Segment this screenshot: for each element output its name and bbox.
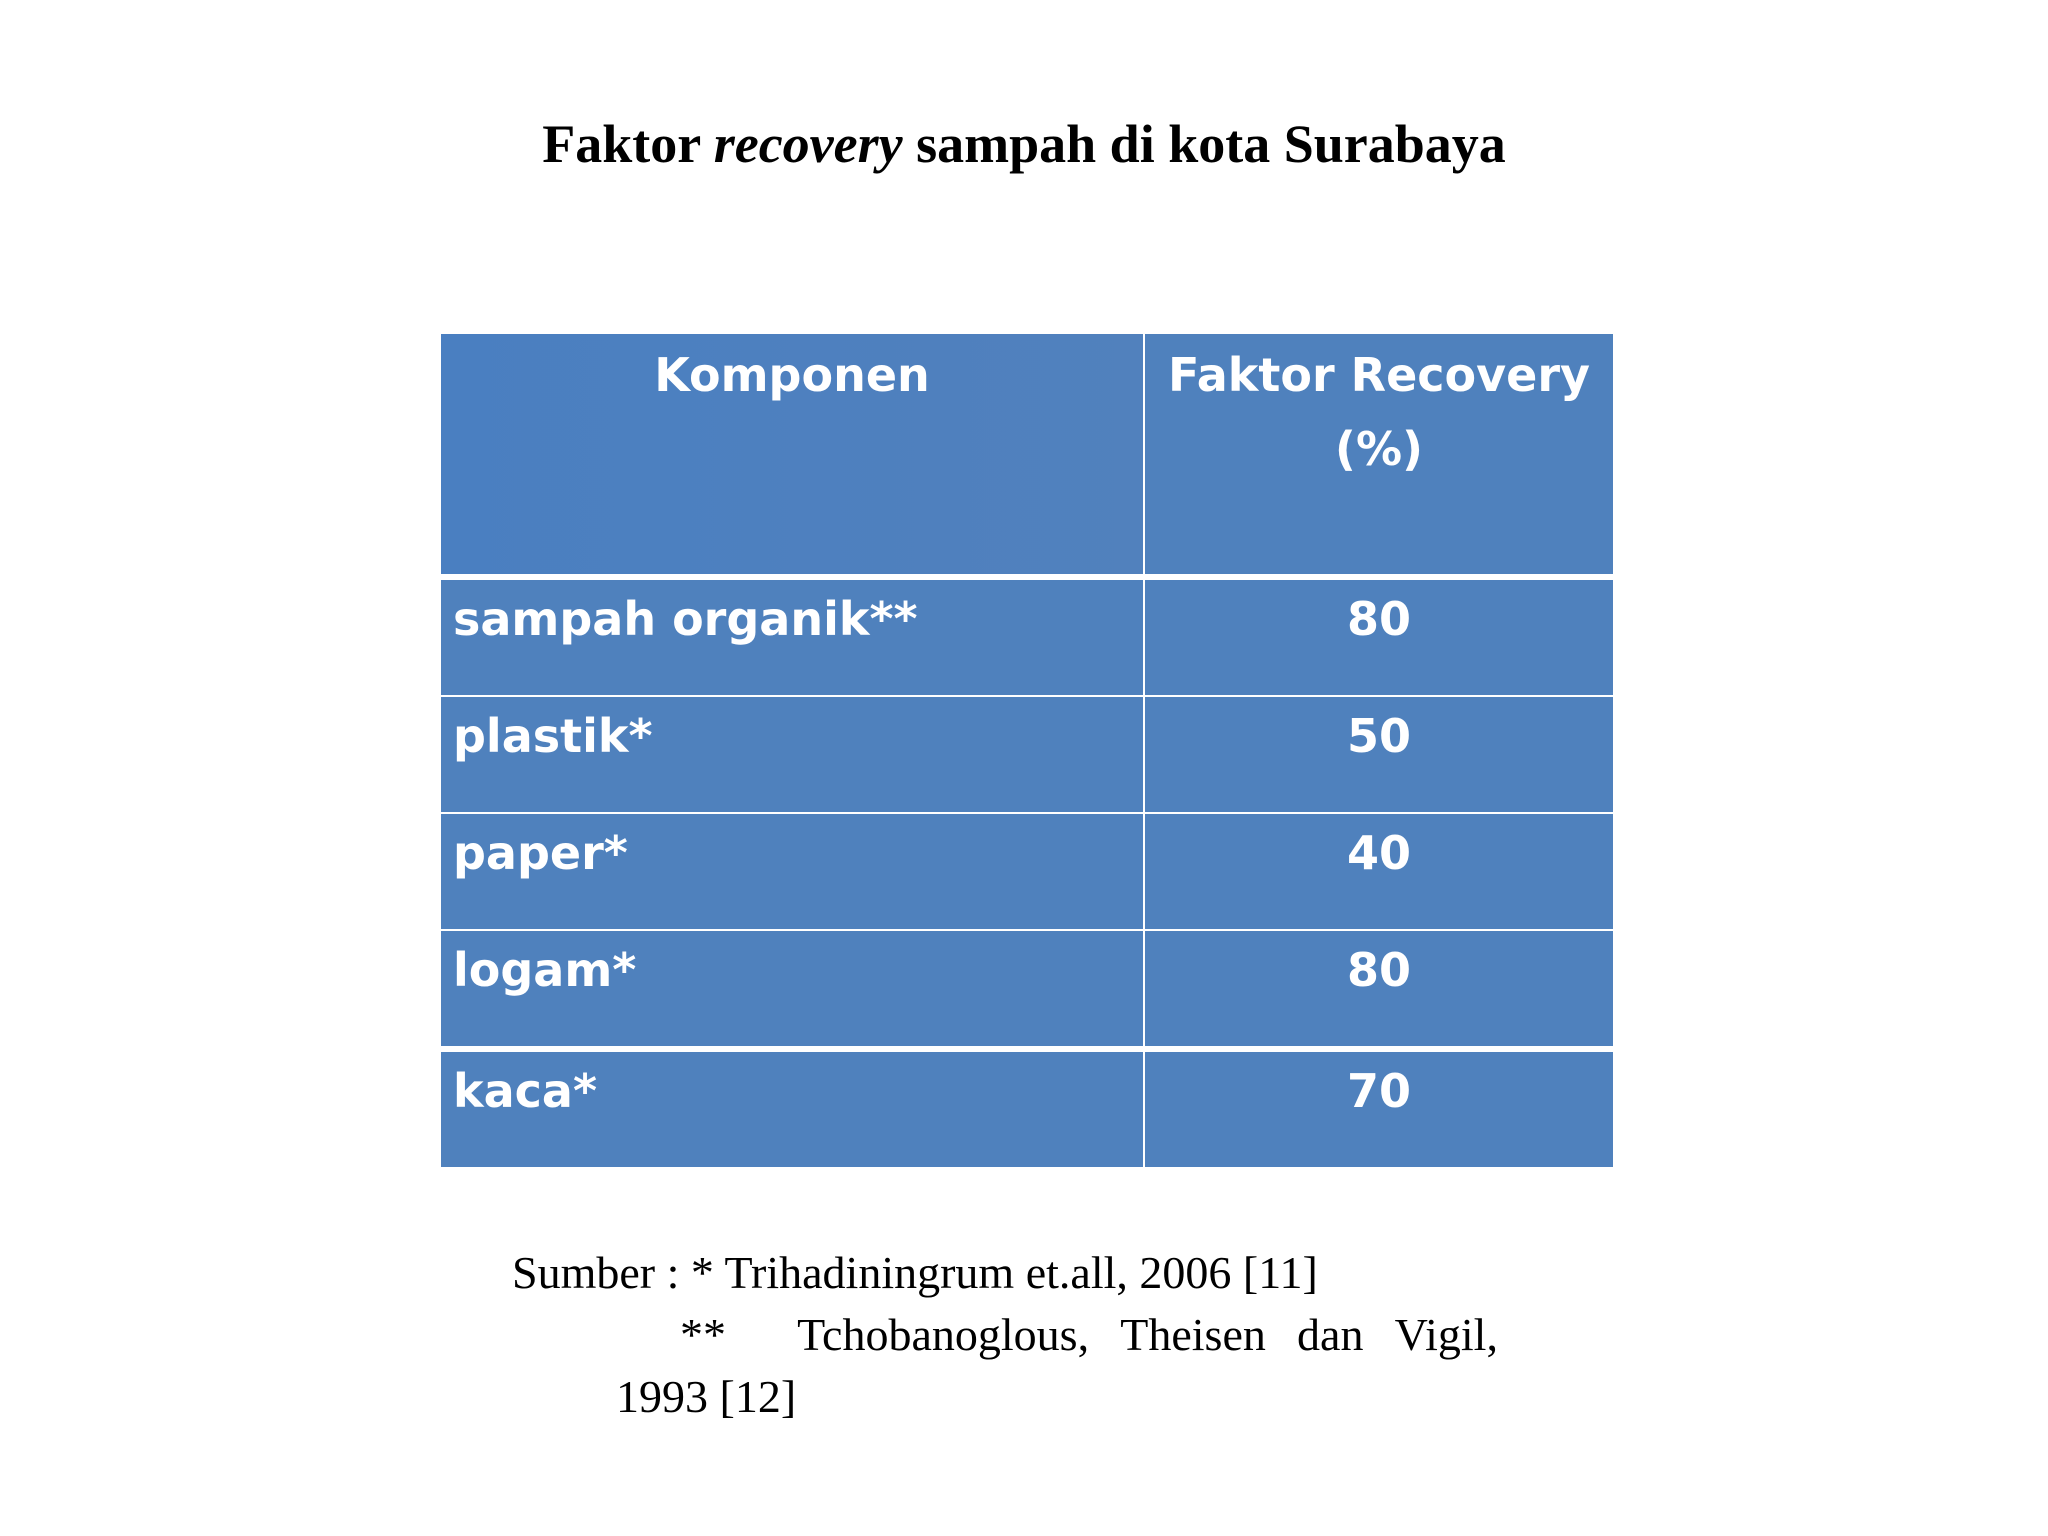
source-word: Vigil,: [1394, 1309, 1498, 1360]
slide-title: [0, 112, 2048, 176]
source-line-3: 1993 [12]: [616, 1371, 797, 1422]
table-row: [440, 577, 1614, 696]
cell-faktor: 70: [1144, 1049, 1614, 1168]
source-word: Theisen: [1120, 1309, 1266, 1360]
header-komponen: Komponen: [440, 333, 1144, 577]
table-row: [440, 930, 1614, 1049]
table-row: [440, 696, 1614, 813]
table-header-row: [440, 333, 1614, 577]
header-faktor-recovery-line1: Faktor Recovery: [1168, 348, 1590, 402]
source-line-2-marker: **: [680, 1309, 726, 1360]
title-part-1: Faktor: [542, 114, 714, 174]
table-row: [440, 813, 1614, 930]
cell-komponen: paper*: [440, 813, 1144, 930]
title-italic-word: recovery: [713, 114, 903, 174]
header-faktor-recovery: [1144, 333, 1614, 577]
source-word: dan: [1297, 1309, 1364, 1360]
cell-faktor: 50: [1144, 696, 1614, 813]
source-word: Tchobanoglous,: [797, 1309, 1090, 1360]
table-row: [440, 1049, 1614, 1168]
cell-faktor: 80: [1144, 930, 1614, 1049]
header-faktor-recovery-unit: (%): [1334, 422, 1424, 476]
cell-komponen: sampah organik**: [440, 577, 1144, 696]
source-line-2: [680, 1304, 1498, 1366]
source-line-1: Sumber : * Trihadiningrum et.all, 2006 [11]: [512, 1247, 1318, 1298]
cell-komponen: logam*: [440, 930, 1144, 1049]
cell-komponen: plastik*: [440, 696, 1144, 813]
title-part-3: sampah di kota Surabaya: [902, 114, 1506, 174]
recovery-factor-table: [439, 332, 1615, 1169]
cell-komponen: kaca*: [440, 1049, 1144, 1168]
cell-faktor: 40: [1144, 813, 1614, 930]
cell-faktor: 80: [1144, 577, 1614, 696]
